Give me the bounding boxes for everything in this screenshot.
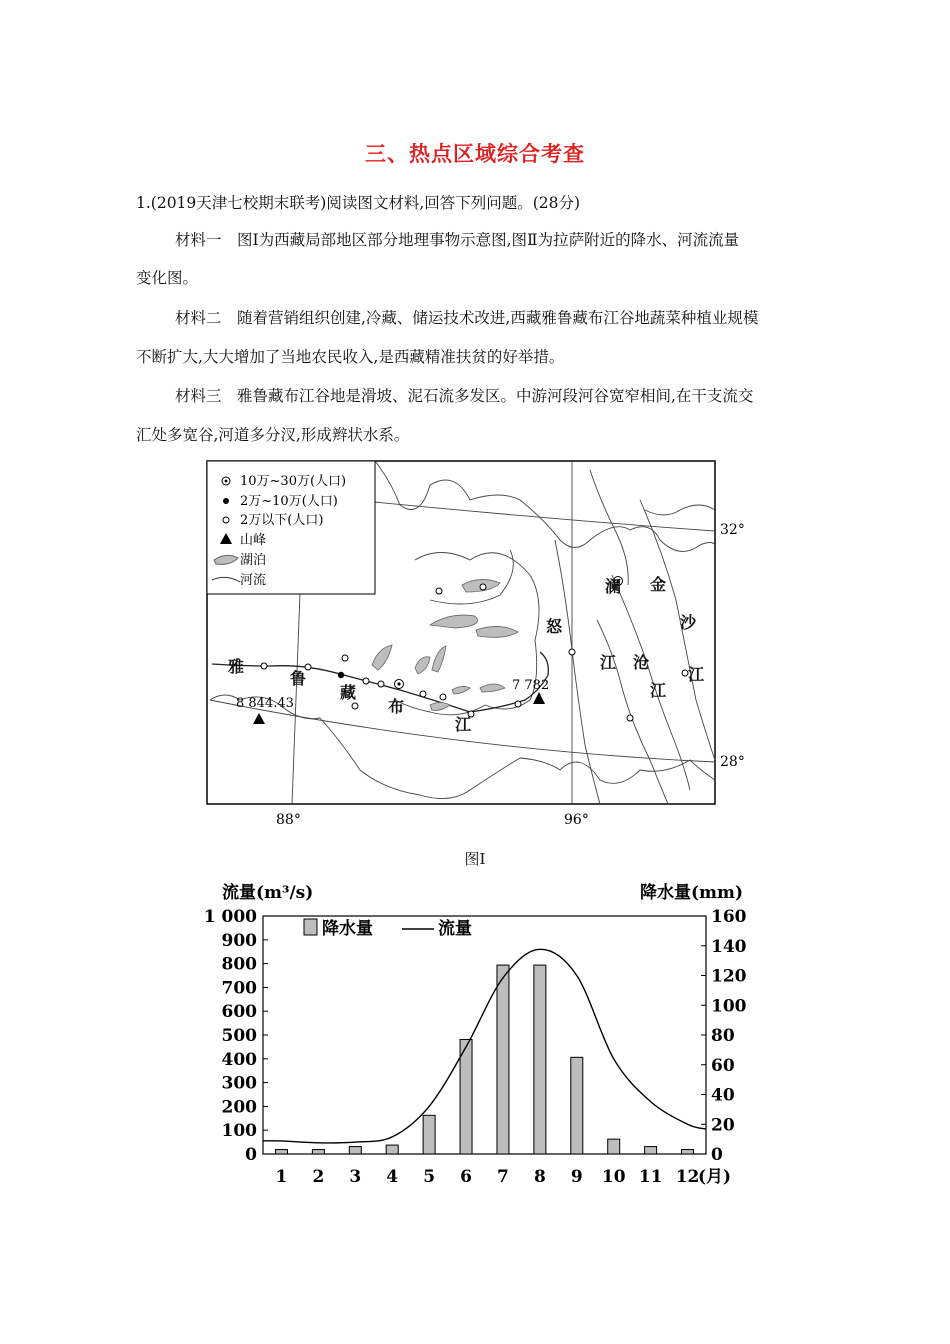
river-label: 沙 (680, 613, 697, 632)
left-tick-label: 400 (221, 1049, 257, 1070)
month-label: 8 (533, 1167, 546, 1187)
legend-pop-medium: 2万~10万(人口) (240, 494, 338, 509)
tibet-map (0, 455, 950, 835)
material-1-line-1: 材料一 图Ⅰ为西藏局部地区部分地理事物示意图,图Ⅱ为拉萨附近的降水、河流流量 (175, 231, 740, 249)
month-label: 11 (638, 1167, 663, 1187)
precip-bar (275, 1150, 287, 1154)
right-tick-label: 80 (711, 1026, 735, 1046)
right-tick-label: 160 (711, 907, 747, 927)
left-axis-title: 流量(m³/s) (222, 883, 314, 903)
left-tick-label: 0 (245, 1145, 257, 1165)
material-1-line-2: 变化图。 (136, 269, 199, 287)
material-3-line-2: 汇处多宽谷,河道多分汊,形成辫状水系。 (136, 426, 410, 444)
left-tick-label: 900 (221, 930, 257, 951)
right-tick-label: 40 (711, 1085, 735, 1106)
legend-lake: 湖泊 (240, 553, 267, 568)
river-label: 沧 (633, 653, 650, 672)
lon-96-label: 96° (564, 812, 589, 828)
figure-1-caption: 图Ⅰ (464, 850, 486, 868)
river-label: 江 (600, 653, 617, 672)
month-label: 4 (386, 1167, 399, 1187)
legend-pop-small: 2万以下(人口) (240, 513, 324, 528)
material-2-line-1: 材料二 随着营销组织创建,冷藏、储运技术改进,西藏雅鲁藏布江谷地蔬菜种植业规模 (175, 309, 759, 327)
precip-bar (312, 1150, 324, 1154)
month-label: 2 (312, 1167, 325, 1187)
month-label: 12 (675, 1167, 700, 1187)
precip-bar (386, 1145, 398, 1154)
river-label: 怒 (546, 617, 563, 636)
right-tick-label: 60 (711, 1055, 735, 1076)
material-2-line-2: 不断扩大,大大增加了当地农民收入,是西藏精准扶贫的好举措。 (136, 348, 565, 366)
lat-32-label: 32° (720, 522, 745, 538)
precip-bar (497, 965, 509, 1154)
left-tick-label: 1 000 (203, 907, 257, 927)
river-label: 金 (650, 575, 667, 594)
precip-bar (608, 1139, 620, 1154)
right-tick-label: 0 (711, 1145, 723, 1165)
precip-bar (423, 1115, 435, 1154)
material-3-line-1: 材料三 雅鲁藏布江谷地是滑坡、泥石流多发区。中游河段河谷宽窄相间,在干支流交 (175, 387, 754, 405)
river-label: 藏 (340, 683, 357, 702)
legend-flow: 流量 (438, 919, 472, 939)
left-tick-label: 600 (221, 1002, 257, 1023)
left-tick-label: 800 (221, 954, 257, 975)
lon-88-label: 88° (276, 812, 301, 828)
month-label: 6 (460, 1167, 472, 1187)
month-label: 7 (497, 1167, 509, 1187)
right-tick-label: 100 (711, 996, 747, 1017)
precipitation-flow-chart (0, 870, 950, 1200)
river-label: 雅 (228, 657, 245, 676)
legend-river: 河流 (240, 573, 267, 588)
right-tick-label: 20 (711, 1115, 735, 1136)
peak-namcha-label: 7 782 (512, 678, 550, 693)
left-tick-label: 100 (221, 1121, 257, 1142)
month-label: 5 (423, 1167, 436, 1187)
left-tick-label: 500 (221, 1026, 257, 1046)
legend-pop-large: 10万~30万(人口) (240, 474, 347, 489)
precip-bar (534, 965, 546, 1154)
legend-precip: 降水量 (322, 919, 373, 939)
peak-everest-label: 8 844.43 (236, 696, 294, 711)
month-label: 9 (570, 1167, 583, 1187)
question-stem: 1.(2019天津七校期末联考)阅读图文材料,回答下列问题。(28分) (136, 194, 581, 212)
precip-bar (645, 1147, 657, 1154)
river-label: 澜 (605, 577, 622, 596)
x-unit-label: (月) (698, 1167, 732, 1187)
river-label: 江 (650, 681, 667, 700)
right-axis-title: 降水量(mm) (640, 883, 744, 903)
river-label: 江 (455, 715, 472, 734)
lat-28-label: 28° (720, 754, 745, 770)
river-label: 布 (388, 697, 405, 716)
month-label: 1 (275, 1167, 288, 1187)
left-tick-label: 700 (221, 978, 257, 999)
right-tick-label: 140 (711, 936, 747, 957)
legend-peak: 山峰 (240, 533, 267, 548)
river-label: 江 (688, 665, 705, 684)
precip-bar (349, 1147, 361, 1154)
month-label: 3 (349, 1167, 362, 1187)
left-tick-label: 200 (221, 1097, 257, 1118)
month-label: 10 (601, 1167, 626, 1187)
right-tick-label: 120 (711, 966, 747, 987)
legend-bar-swatch (304, 919, 317, 935)
section-title: 三、热点区域综合考查 (365, 141, 585, 166)
left-tick-label: 300 (221, 1073, 257, 1094)
precip-bar (682, 1150, 694, 1154)
precip-bar (460, 1039, 472, 1154)
precip-bar (571, 1057, 583, 1154)
river-label: 鲁 (290, 669, 307, 688)
